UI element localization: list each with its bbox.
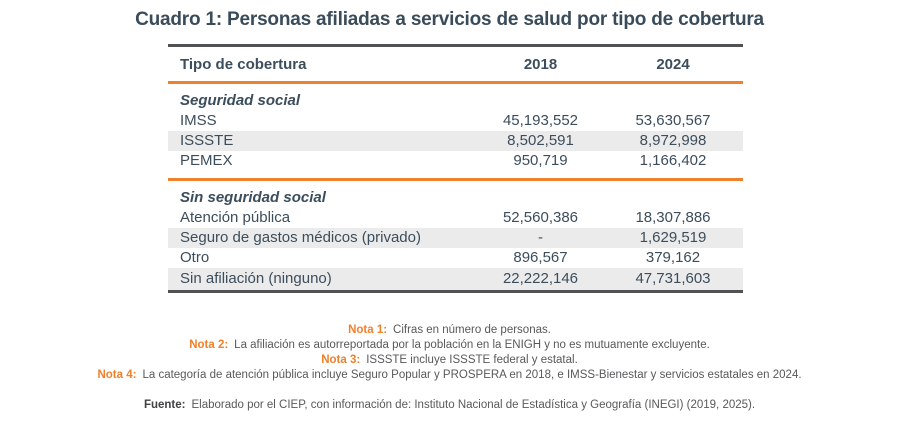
value-2018: 22,222,146 xyxy=(478,268,603,292)
row-label: ISSSTE xyxy=(168,131,478,151)
value-2018: 45,193,552 xyxy=(502,112,579,129)
section-header-sin-seguridad-social xyxy=(168,180,743,209)
source-label: Fuente: xyxy=(143,399,186,411)
value-2018: 896,567 xyxy=(513,249,568,266)
source-text: Elaborado por el CIEP, con información de: Instituto Nacional de Estadística y Geografía (INEGI) (2019, 2025). xyxy=(191,399,756,411)
column-header-2018: 2018 xyxy=(478,46,603,83)
table-row-pemex xyxy=(168,151,743,171)
note-3 xyxy=(0,353,899,368)
section-label: Sin seguridad social xyxy=(168,180,743,209)
coverage-table xyxy=(168,44,743,293)
note-4-label: Nota 4: xyxy=(97,369,137,381)
value-2024: 379,162 xyxy=(645,249,701,266)
row-label: Atención pública xyxy=(180,209,291,226)
table-row-sin-afiliacion xyxy=(168,268,743,292)
value-2024: 1,629,519 xyxy=(603,228,743,248)
value-2024: 18,307,886 xyxy=(635,209,711,226)
page-title: Cuadro 1: Personas afiliadas a servicios de salud por tipo de cobertura xyxy=(135,9,764,30)
row-label: Seguro de gastos médicos (privado) xyxy=(168,228,478,248)
value-2024: 47,731,603 xyxy=(603,268,743,292)
table-row-issste xyxy=(168,131,743,151)
note-2-label: Nota 2: xyxy=(189,339,229,351)
note-1 xyxy=(0,323,899,338)
table-row-atencion-publica xyxy=(168,208,743,228)
notes-block xyxy=(0,323,899,383)
value-2024: 8,972,998 xyxy=(603,131,743,151)
section-spacer xyxy=(168,171,743,180)
table-row-otro xyxy=(168,248,743,268)
source-block xyxy=(0,398,899,413)
table-row-imss xyxy=(168,111,743,131)
column-header-tipo: Tipo de cobertura xyxy=(168,46,478,83)
row-label: Sin afiliación (ninguno) xyxy=(168,268,478,292)
note-4-text: La categoría de atención pública incluye Seguro Popular y PROSPERA en 2018, e IMSS-Bienestar y servicios estatales en 2024. xyxy=(142,369,802,381)
row-label: PEMEX xyxy=(180,152,233,169)
note-2-text: La afiliación es autorreportada por la población en la ENIGH y no es mutuamente excluyente. xyxy=(234,339,710,351)
note-2 xyxy=(0,338,899,353)
section-header-seguridad-social xyxy=(168,83,743,112)
note-1-text: Cifras en número de personas. xyxy=(393,324,551,336)
value-2024: 1,166,402 xyxy=(639,152,707,169)
value-2018: - xyxy=(478,228,603,248)
value-2018: 52,560,386 xyxy=(502,209,579,226)
table-header-row xyxy=(168,46,743,83)
note-4 xyxy=(0,368,899,383)
value-2018: 950,719 xyxy=(513,152,568,169)
row-label: IMSS xyxy=(180,112,217,129)
row-label: Otro xyxy=(180,249,210,266)
section-label: Seguridad social xyxy=(180,91,301,109)
note-1-label: Nota 1: xyxy=(348,324,388,336)
note-3-label: Nota 3: xyxy=(321,354,361,366)
column-header-2024: 2024 xyxy=(603,46,743,83)
coverage-table-container xyxy=(168,44,743,293)
value-2024: 53,630,567 xyxy=(635,112,711,129)
value-2018: 8,502,591 xyxy=(478,131,603,151)
table-row-seguro-privado xyxy=(168,228,743,248)
note-3-text: ISSSTE incluye ISSSTE federal y estatal. xyxy=(366,354,578,366)
